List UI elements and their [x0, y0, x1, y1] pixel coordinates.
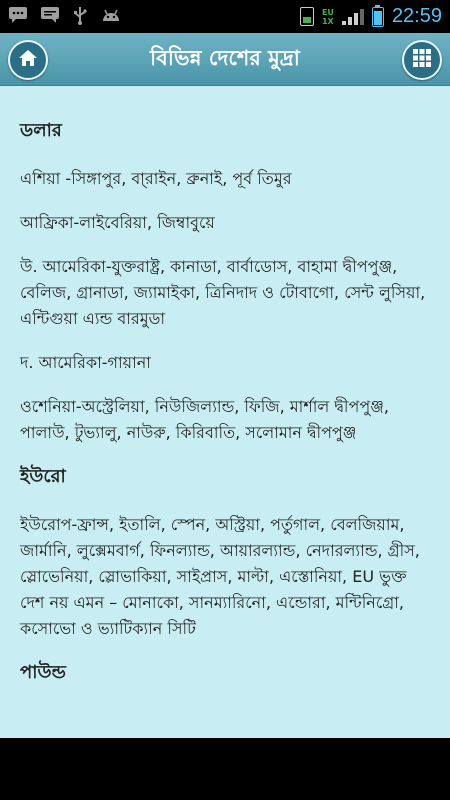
message-icon [8, 6, 28, 28]
network-type-indicator [322, 8, 334, 26]
app-header [0, 33, 450, 86]
paragraph: ইউরোপ-ফ্রান্স, ইতালি, স্পেন, অস্ট্রিয়া, পর্তুগাল, বেলজিয়াম, জার্মানি, লুক্সেমবার্গ, ফিনল্যান্ড, আয়ারল্যান্ড, নেদারল্যান্ড, গ্রীস, স্লোভেনিয়া, স্লোভাকিয়া, সাইপ্রাস, মাল্টা, এস্তোনিয়া, EU ভুক্ত দেশ নয় এমন – মোনাকো, সানম্যারিনো, এন্ডোরা, মন্টিনিগ্রো, কসোভো ও ভ্যাটিক্যান সিটি [20, 515, 420, 638]
network-bottom-label: 1X [321, 16, 334, 26]
battery-icon [372, 7, 384, 27]
section-heading: ডলার [20, 120, 62, 141]
network-top-label: EU [321, 7, 334, 17]
clock: 22:59 [391, 5, 442, 27]
notification-icons [8, 5, 122, 29]
android-icon [100, 7, 122, 27]
paragraph: আফ্রিকা-লাইবেরিয়া, জিম্বাবুয়ে [20, 213, 215, 232]
section-heading: ইউরো [20, 466, 66, 487]
paragraph: ওশেনিয়া-অস্ট্রেলিয়া, নিউজিল্যান্ড, ফিজি, মার্শাল দ্বীপপুঞ্জ, পালাউ, টুভ্যালু, নাউরু, কিরিবাতি, সলোমান দ্বীপপুঞ্জ [20, 397, 389, 442]
paragraph: উ. আমেরিকা-যুক্তরাষ্ট্র, কানাডা, বার্বাডোস, বাহামা দ্বীপপুঞ্জ, বেলিজ, গ্রানাডা, জ্যামাইকা, ত্রিনিদাদ ও টোবাগো, সেন্ট লুসিয়া, এন্টিগুয়া এ্যন্ড বারমুডা [20, 257, 426, 328]
grid-menu-icon [413, 49, 431, 71]
chat-icon [40, 6, 60, 28]
home-icon [18, 49, 38, 71]
home-button[interactable] [8, 40, 48, 80]
section-euro [20, 464, 432, 642]
paragraph: এশিয়া -সিঙ্গাপুর, বা্রাইন, ব্রুনাই, পূর্ব তিমুর [20, 169, 292, 188]
page-title: বিভিন্ন দেশের মুদ্রা [150, 45, 300, 70]
system-indicators [300, 5, 442, 28]
signal-strength-icon [342, 9, 364, 25]
sim-card-icon [300, 7, 314, 26]
section-pound [20, 660, 432, 686]
navigation-bar-area [0, 738, 450, 800]
menu-grid-button[interactable] [402, 40, 442, 80]
status-bar [0, 0, 450, 33]
section-heading: পাউন্ড [20, 662, 66, 683]
paragraph: দ. আমেরিকা-গায়ানা [20, 353, 151, 372]
usb-icon [72, 5, 88, 29]
section-dollar [20, 118, 432, 446]
currency-content[interactable] [0, 86, 450, 738]
